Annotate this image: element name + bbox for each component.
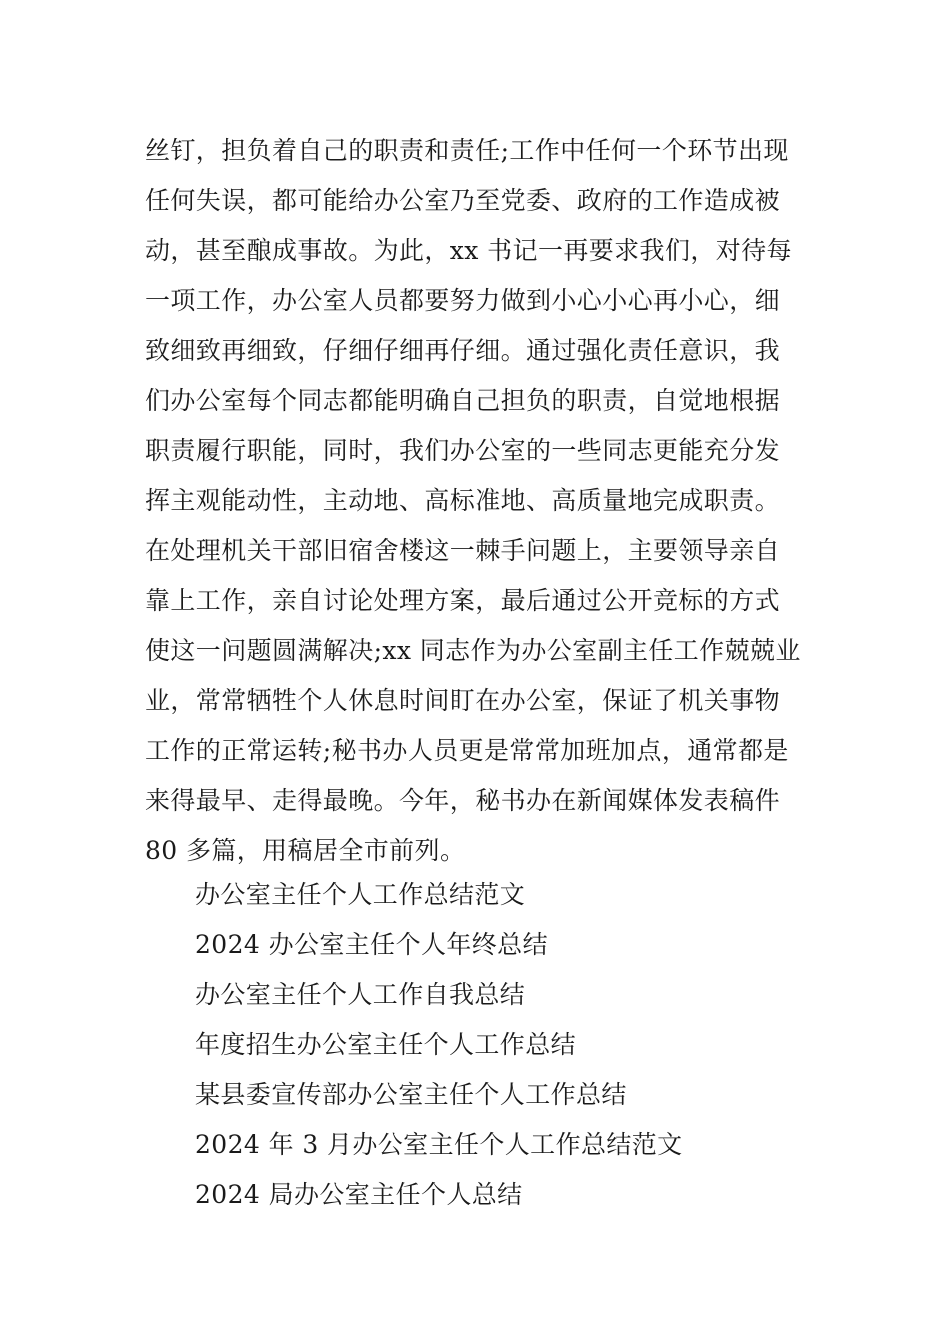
paragraph-line: 任何失误，都可能给办公室乃至党委、政府的工作造成被	[145, 186, 781, 215]
related-articles-list	[195, 870, 815, 1220]
paragraph-line: 动，甚至酿成事故。为此，xx 书记一再要求我们，对待每	[145, 236, 792, 265]
paragraph-line: 职责履行职能，同时，我们办公室的一些同志更能充分发	[145, 436, 781, 465]
related-article-link[interactable]: 年度招生办公室主任个人工作总结	[195, 1030, 577, 1059]
paragraph-line: 80 多篇，用稿居全市前列。	[145, 836, 466, 865]
related-article-link[interactable]: 2024 办公室主任个人年终总结	[195, 930, 548, 959]
related-article-link[interactable]: 某县委宣传部办公室主任个人工作总结	[195, 1080, 627, 1109]
related-article-link[interactable]: 2024 局办公室主任个人总结	[195, 1180, 523, 1209]
related-article-link[interactable]: 办公室主任个人工作总结范文	[195, 880, 526, 909]
paragraph-line: 挥主观能动性，主动地、高标准地、高质量地完成职责。	[145, 486, 781, 515]
paragraph-line: 一项工作，办公室人员都要努力做到小心小心再小心，细	[145, 286, 781, 315]
related-article-link[interactable]: 办公室主任个人工作自我总结	[195, 980, 526, 1009]
paragraph-line: 业，常常牺牲个人休息时间盯在办公室，保证了机关事物	[145, 686, 781, 715]
paragraph-line: 在处理机关干部旧宿舍楼这一棘手问题上，主要领导亲自	[145, 536, 781, 565]
body-paragraph	[145, 126, 815, 876]
paragraph-line: 们办公室每个同志都能明确自己担负的职责，自觉地根据	[145, 386, 781, 415]
paragraph-line: 致细致再细致，仔细仔细再仔细。通过强化责任意识，我	[145, 336, 781, 365]
paragraph-line: 来得最早、走得最晚。今年，秘书办在新闻媒体发表稿件	[145, 786, 781, 815]
paragraph-line: 靠上工作，亲自讨论处理方案，最后通过公开竞标的方式	[145, 586, 781, 615]
related-article-link[interactable]: 2024 年 3 月办公室主任个人工作总结范文	[195, 1130, 683, 1159]
paragraph-line: 使这一问题圆满解决;xx 同志作为办公室副主任工作兢兢业	[145, 636, 801, 665]
paragraph-line: 工作的正常运转;秘书办人员更是常常加班加点，通常都是	[145, 736, 789, 765]
paragraph-line: 丝钉，担负着自己的职责和责任;工作中任何一个环节出现	[145, 136, 789, 165]
